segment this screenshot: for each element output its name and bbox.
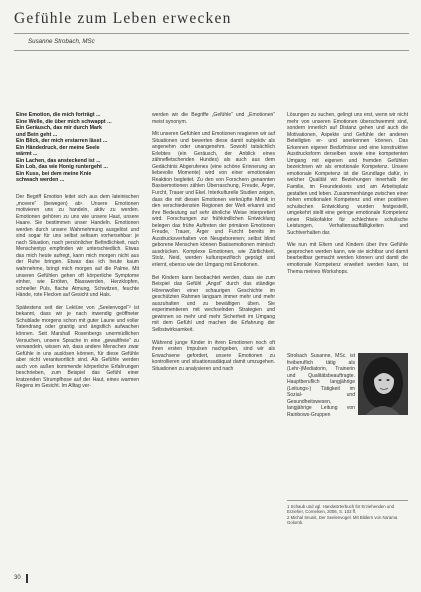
page-number-bar (26, 574, 28, 583)
paragraph: werden wir die Begriffe „Gefühle“ und „Emotionen“ meist synonym. (152, 112, 275, 125)
title-rule-top (14, 33, 409, 34)
paragraph: Wie nun mit Eltern und Kindern über ihre Gefühle gesprochen werden kann, wie sie sichtbar und damit bearbeitbar gemacht werden können und damit die emotionale Kompetenz erweitert werden kann, ist Thema meines Workshops. (287, 242, 408, 275)
poem-line: Ein Händedruck, der meine Seele (16, 144, 100, 151)
poem-line: Ein Kuss, bei dem meine Knie (16, 170, 92, 177)
paragraph: Spätestens seit der Lektüre von „Seelenvogel“² ist bekannt, dass wir je nach inwendig geöffneter Schublade morgens schon mit guter Laune und voller Tatendrang oder grantig und ängstlich aufwachen können. Seit Marshall Rosenbergs unermüdlichen Versuchen, unsere Sprache in eine „gewaltfreie“ zu verwandeln, wissen wir, dass andere Menschen zwar Gefühle in uns auslösen können, für diese Gefühle aber nicht verantwortlich sind. Als Gefühle werden auch von außen kommende körperliche Erfahrungen beschrieben, zum Beispiel das Gefühl einer kratzenden Strumpfhose auf der Haut, eines warmen Regens im Gesicht. Im Alltag ver- (16, 304, 139, 390)
footnote: 2 Michal Snunit, Der Seelenvogel. Mit Bildern von Na'ama Golomb. (287, 514, 398, 526)
poem-line: Ein Lachen, das ansteckend ist ... (16, 157, 101, 164)
author-name: Susanne Strobach, MSc (28, 38, 95, 45)
page-title: Gefühle zum Leben erwecken (14, 10, 232, 27)
column-3 (287, 112, 408, 281)
poem-line: und Bein geht ... (16, 131, 58, 138)
footnote-rule (287, 500, 408, 501)
title-rule-bottom (14, 50, 409, 51)
author-photo (358, 353, 408, 415)
poem-line: Ein Geräusch, das mir durch Mark (16, 125, 102, 132)
poem-line: Ein Blick, der mich erstarren lässt ... (16, 138, 108, 145)
poem-line: wärmt ... (16, 151, 38, 158)
author-bio (287, 353, 408, 445)
column-1 (16, 112, 139, 396)
bio-text: Strobach Susanne, MSc. ist freiberuflich tätig als (Lehr-)Mediatorin, Trainerin und Qualitätsbeauftragte. Hauptberuflich langjährige (Leitungs-) Tätigkeit im Sozial- und Gesundheitswesen, langjährige Leitung von Rainbows-Gruppen (287, 353, 355, 418)
paragraph: Lösungen zu suchen, gelingt uns erst, wenn wir nicht mehr von unseren Emotionen überschwemmt sind, sondern innerlich auf Distanz gehen und auch die Motivationen, Aspekte und Gefühle der anderen Beteiligten er- und anerkennen können. Das Erkennen eigener Bedürfnisse und eine konstruktive Ausdrucksform derselben sowie eine kompetenten Umgang mit eigenen und fremden Gefühlen bezeichnen wir als emotionale Kompetenz. Unsere emotionale Kompetenz ist die Grundlage dafür, in welcher Qualität wir Beziehungen innerhalb der Familie, im Freundeskreis und am Arbeitsplatz gestalten und leben. Zusammenhänge zwischen einer hohen emotionalen Kompetenz und einer positiven schulischen Entwicklung wurden festgestellt, umgekehrt stellt eine geringe emotionale Kompetenz einen Risikofaktor für schlechtere schulische Leistungen, Verhaltensauffälligkeiten und Suchtverhalten dar. (287, 112, 408, 236)
footnotes (287, 504, 408, 526)
paragraph: Der Begriff Emotion leitet sich aus dem lateinischen „movere“ (bewegen) ab¹. Unsere Emotionen motivieren uns zu handeln, aktiv zu werden. Emotionen gehören zu uns wie unsere Haut, unsere Haare. Sie bestimmen unser Handeln. Emotionen werden durch unsere Wahrnehmung ausgelöst und sind sogar für uns selbst seltsam vorhersehbar: je nach Situation, nach persönlicher Befindlichkeit, nach Menschentyp empfinden wir unterschiedlich. Etwas das mich heute aufregt, kann mich morgen nicht aus der Ruhe bringen. Etwas das ich heute kaum wahrnehme, bringt mich morgen auf die Palme. Mit unseren Gefühlen gehen oft körperliche Symptome einher, wie Erröten, Blasswerden, Herzklopfen, schneller Puls, flache Atmung, Schwitzen, feuchte Hände, rote Flecken auf Gesicht und Hals. (16, 194, 139, 299)
page-number: 30 (14, 575, 21, 581)
poem-line: Ein Lob, das wie Honig runtergeht ... (16, 164, 108, 171)
poem-line: Eine Emotion, die mich forträgt ... (16, 112, 101, 118)
poem-line: Eine Welle, die über mich schwappt ... (16, 118, 112, 125)
column-2 (152, 112, 275, 378)
poem-line: schwach werden ... (16, 177, 65, 184)
poem (16, 112, 139, 184)
paragraph: Mit unseren Gefühlen und Emotionen reagieren wir auf Situationen und bewerten diese damit subjektiv als angenehm oder unangenehm. Sowohl tatsächlich Erlebtes (ein Geräusch, der Anblick eines zähnefletschenden Hundes) als auch aus dem Gedächtnis Abgerufenes (eine schöne Erinnerung an liebevolle Momente) wird von einer emotionalen Reaktion begleitet. Zu den von Forschern genannten Basisemotionen zählen Überraschung, Freude, Ärger, Furcht, Trauer und Ekel. Interkulturelle Studien zeigen, dass die mit diesen Emotionen verknüpfte Mimik in den verschiedensten Regionen der Welt erkannt und ihre Bedeutung auf sehr ähnliche Weise interpretiert wird. Forschungen zur frühkindlichen Entwicklung belegen das frühe Auftreten der primären Emotionen Freude, Trauer, Ärger und Furcht bereits im Ausdrucksverhalten von Neugeborenen; selbst blind geborene Menschen können Basisemotionen mimisch ausdrücken. Komplexe Emotionen, wie Zärtlichkeit, Stolz, Neid, werden kulturspezifisch geprägt und erlernt, ebenso wie der Umgang mit Emotionen. (152, 131, 275, 269)
footnote: 1 Schaub und vgl. Handwörterbuch für Erziehenden und Erzieher, Cornelsen, 2006, S. 102 ff. (287, 504, 395, 515)
paragraph: Bei Kindern kann beobachtet werden, dass sie zum Beispiel das Gefühl „Angst“ durch das ständige Hörenwollen einer schaurigen Geschichte im geschützten Rahmen langsam immer mehr und mehr auszuhalten und zu bewältigen üben. Sie experimentieren mit wechselnden Strategien und gewinnen so mehr und mehr Sicherheit im Umgang mit dem Gefühl und machen die Erfahrung der Selbstwirksamkeit. (152, 274, 275, 333)
paragraph: Während junge Kinder in ihren Emotionen noch oft ihren ersten Impulsen nachgeben, sind wir als Erwachsene gefordert, unsere Emotionen zu kontrollieren und situationsadäquat damit umzugehen. Situationen zu analysieren und nach (152, 339, 275, 372)
